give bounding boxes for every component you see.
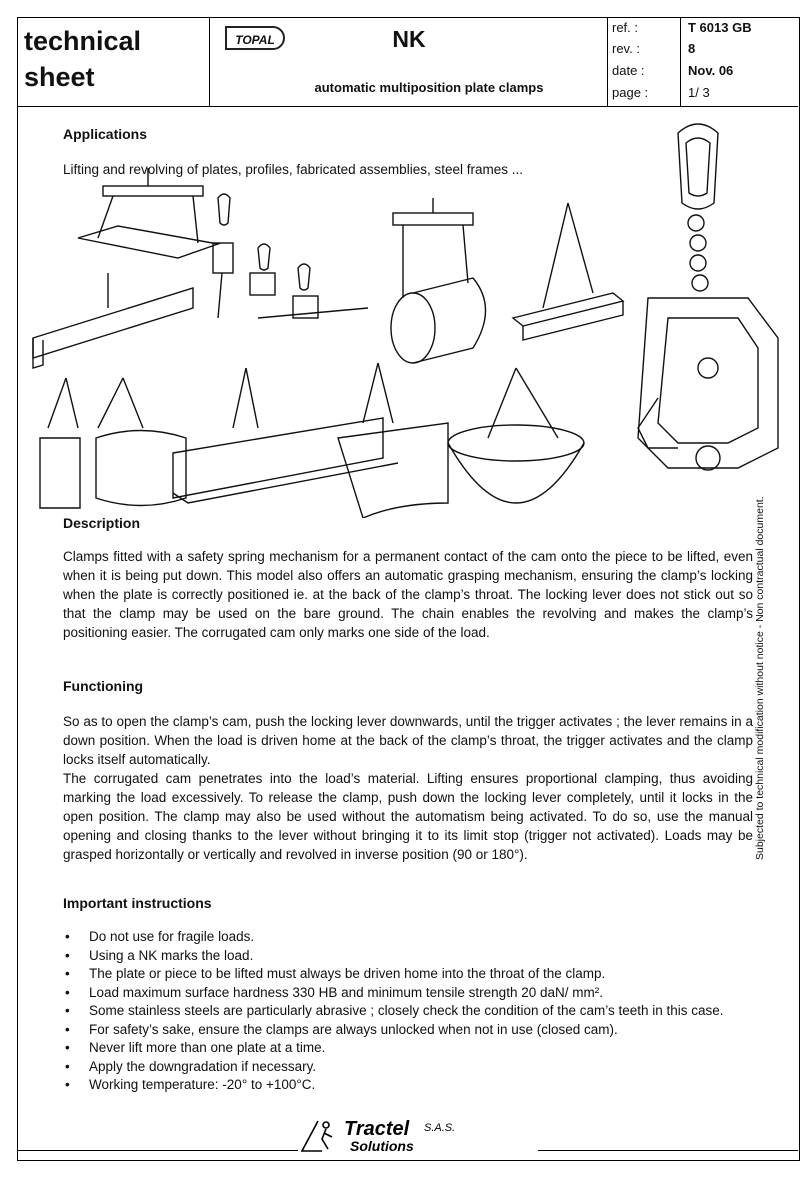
angle-profile-illustration (33, 273, 193, 368)
applications-illustrations (18, 18, 798, 518)
list-item: • The plate or piece to be lifted must always be driven home into the throat of the clamp. (63, 965, 753, 984)
list-item: • Using a NK marks the load. (63, 947, 753, 966)
technical-sheet-page (17, 17, 800, 1161)
small-clamps-illustration (213, 194, 368, 318)
list-item: • Never lift more than one plate at a time. (63, 1039, 753, 1058)
footer-rule-left (18, 1150, 298, 1151)
list-item: • Apply the downgradation if necessary. (63, 1058, 753, 1077)
tractel-logo (300, 1115, 520, 1155)
disclaimer-note: Subjected to technical modification without notice - Non contractual document. (754, 496, 766, 860)
description-text: Clamps fitted with a safety spring mechanism for a permanent contact of the cam onto the piece to be lifted, even when it is being put down. This model also offers an automatic grasping mechanism, ensuring the clamp’s locking when the plate is correctly positioned ie. at the back of the clamp’s throat. The locking lever does not stick out so that the clamp may be used on the bare ground. The chain enables the revolving and makes the clamp’s positioning easier. The corrugated cam only marks one side of the load. (63, 549, 753, 640)
logo-sas: S.A.S. (424, 1122, 456, 1134)
model-name: NK (392, 26, 426, 52)
beam-plate-illustration (78, 168, 218, 258)
functioning-para-2: The corrugated cam penetrates into the load’s material. Lifting ensures proportional clamping, thus avoiding marking the load excessively. To release the clamp, push down the locking lever completely, until it locks in the open position. The clamp may also be used without the automatism being activated. To do so, use the manual opening and closing thanks to the lever without bringing it to its limit stop (trigger not activated). Loads may be grasped horizontally or vertically and revolved in inverse position (90 or 180°). (63, 771, 753, 862)
list-item: • Some stainless steels are particularly abrasive ; closely check the condition of the cam’s teeth in this case. (63, 1002, 753, 1021)
list-item: • For safety’s sake, ensure the clamps are always unlocked when not in use (closed cam). (63, 1021, 753, 1040)
list-item: • Load maximum surface hardness 330 HB and minimum tensile strength 20 daN/ mm². (63, 984, 753, 1003)
meta-ref: ref. : T 6013 GB (612, 20, 752, 35)
applications-heading: Applications (63, 126, 148, 142)
functioning-heading: Functioning (63, 678, 144, 694)
topal-logo: TOPAL (225, 26, 285, 50)
list-item: • Do not use for fragile loads. (63, 928, 753, 947)
meta-page: page : 1/ 3 (612, 85, 710, 100)
nk-clamp-illustration (638, 124, 778, 470)
tractel-figure-icon (302, 1121, 332, 1151)
logo-sub: Solutions (350, 1138, 414, 1154)
cylinder-illustration (391, 198, 486, 363)
functioning-text (63, 712, 753, 864)
product-subtitle: automatic multiposition plate clamps (314, 80, 544, 95)
applications-text: Lifting and revolving of plates, profiles, fabricated assemblies, steel frames ... (63, 162, 523, 177)
instructions-list (63, 928, 753, 1095)
meta-rev: rev. : 8 (612, 41, 696, 56)
functioning-para-1: So as to open the clamp’s cam, push the locking lever downwards, until the trigger activates ; the lever remains in a down position. When the load is driven home at the back of the clamp’s throat, the trigger activates and the clamp locks itself automatically. (63, 714, 753, 767)
list-item: • Working temperature: -20° to +100°C. (63, 1076, 753, 1095)
instructions-heading: Important instructions (63, 895, 212, 911)
logo-main: Tractel (344, 1118, 410, 1140)
sheet-title: technical sheet (18, 18, 210, 106)
sheet-slings-illustration (40, 363, 584, 518)
meta-date: date : Nov. 06 (612, 63, 734, 78)
description-heading: Description (63, 515, 141, 531)
footer-rule-right (538, 1150, 798, 1151)
channel-illustration (513, 203, 623, 340)
